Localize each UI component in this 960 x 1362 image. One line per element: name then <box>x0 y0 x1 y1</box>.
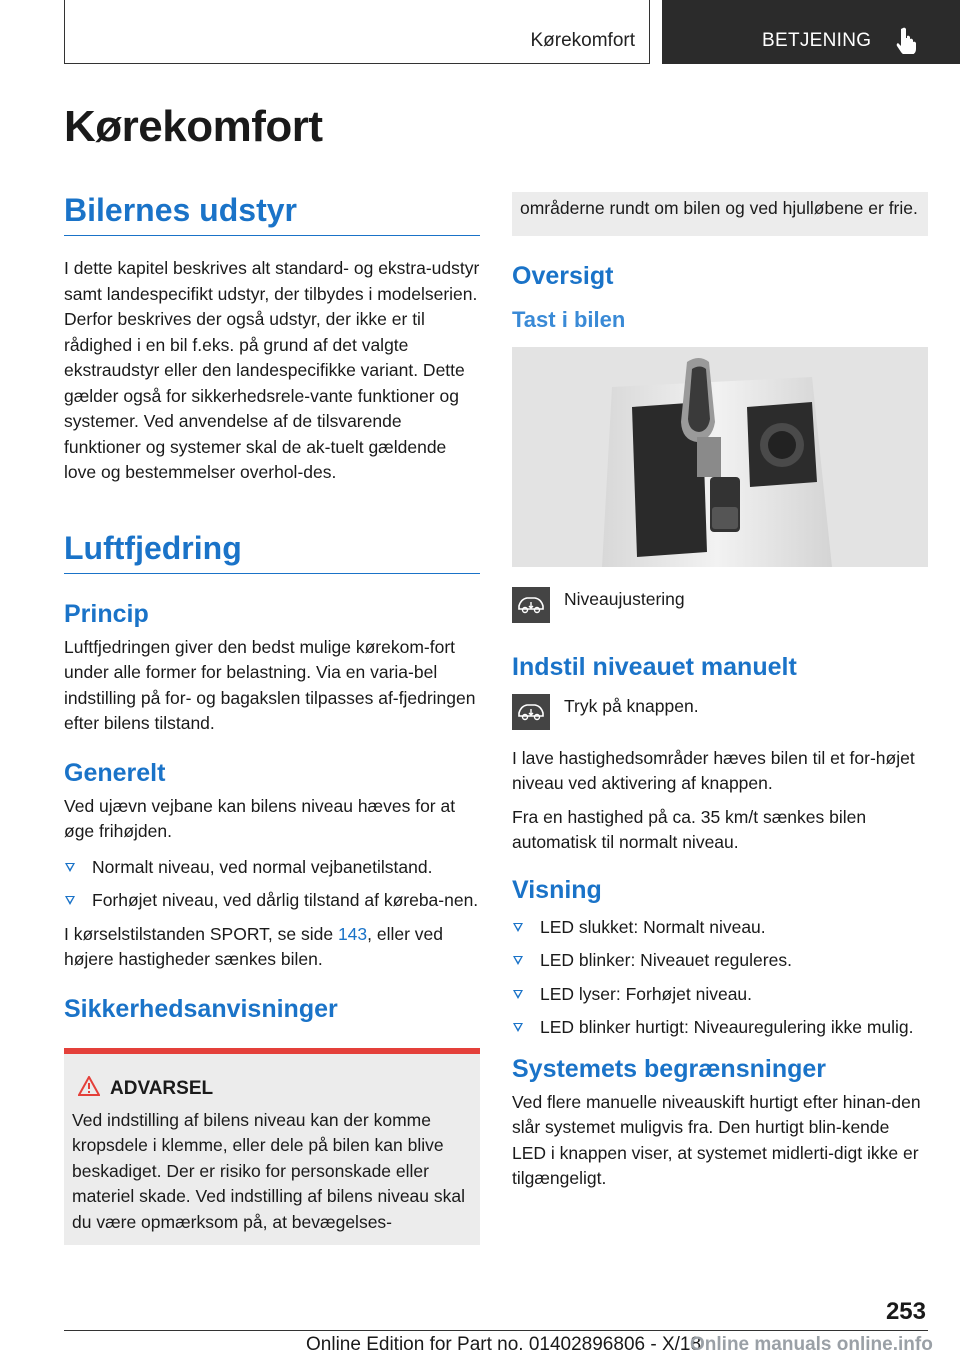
heading-bilernes-udstyr: Bilernes udstyr <box>64 192 480 236</box>
warning-continuation: områderne rundt om bilen og ved hjulløbene er frie. <box>512 192 928 236</box>
warning-text: Ved indstilling af bilens niveau kan der komme kropsdele i klemme, eller dele på bilen kan blive beskadiget. Der er risiko for personskade eller materiel skade. Ved indstilling af bilens niveau skal du være opmærksom på, at bevægelses- <box>72 1109 465 1232</box>
step-text: Tryk på knappen. <box>564 695 699 716</box>
warning-title: ADVARSEL <box>110 1078 472 1100</box>
footer-watermark: Online manuals online.info <box>690 1334 933 1355</box>
visning-list <box>512 915 928 1041</box>
center-console-photo <box>512 347 928 567</box>
warning-box <box>64 1048 480 1246</box>
paragraph-indstil-2: Fra en hastighed på ca. 35 km/t sænkes bilen automatisk til normalt niveau. <box>512 806 867 852</box>
generelt-list <box>64 855 480 914</box>
page-number: 253 <box>885 1298 926 1325</box>
bullet-triangle-icon <box>513 1023 523 1032</box>
bullet-triangle-icon <box>513 956 523 965</box>
heading-sikkerhedsanvisninger: Sikkerhedsanvisninger <box>64 994 338 1023</box>
list-item: LED blinker hurtigt: Niveauregulering ikke mulig. <box>512 1015 928 1041</box>
header-chapter-tab[interactable] <box>662 0 960 64</box>
footer-divider <box>64 1330 928 1331</box>
page-link-143[interactable]: 143 <box>337 923 368 944</box>
niveaujustering-legend <box>512 587 928 623</box>
heading-generelt: Generelt <box>64 758 166 787</box>
heading-luftfjedring: Luftfjedring <box>64 530 480 574</box>
heading-tast-i-bilen: Tast i bilen <box>512 306 626 332</box>
pointing-hand-icon <box>895 26 919 54</box>
heading-indstil-niveauet: Indstil niveauet manuelt <box>512 652 797 681</box>
legend-label: Niveaujustering <box>564 588 685 609</box>
bullet-triangle-icon <box>65 863 75 872</box>
list-item: Forhøjet niveau, ved dårlig tilstand af køreba-nen. <box>64 888 480 914</box>
footer-edition: Online Edition for Part no. 01402896806 - X/18 <box>306 1334 702 1355</box>
paragraph-begraensninger: Ved flere manuelle niveauskift hurtigt efter hinan-den slår systemet muligvis fra. Den hurtigt blin-kende LED i knappen viser, at systemet midlerti-digt ikke er tilgængeligt. <box>512 1091 921 1188</box>
paragraph-bilernes-udstyr: I dette kapitel beskrives alt standard- og ekstra-udstyr samt landespecifikt udstyr, der tilbydes i modelserien. Derfor beskrives der også udstyr, der ikke er til rådighed i en bil f.eks. på grund af det valgte ekstraudstyr eller den landespecifikke variant. Dette gælder også for sikkerhedsrele-vante funktioner og systemer. Ved anvendelse af de tilsvarende funktioner og systemer skal de ak-tuelt gældende love og bestemmelser overhol-des. <box>64 258 480 482</box>
warning-triangle-icon <box>78 1076 100 1096</box>
paragraph-sport: I kørselstilstanden SPORT, se side 143, eller ved højere hastigheder sænkes bilen. <box>64 923 444 969</box>
bullet-triangle-icon <box>65 896 75 905</box>
right-column <box>512 192 928 1192</box>
heading-oversigt: Oversigt <box>512 261 614 290</box>
header-section-title: Kørekomfort <box>530 30 635 51</box>
paragraph-princip: Luftfjedringen giver den bedst mulige kørekom-fort under alle former for belastning. Via en varia-bel indstilling på for- og bagakslen tilpasses af-fjedringen efter bilens tilstand. <box>64 636 476 733</box>
heading-visning: Visning <box>512 875 602 904</box>
level-adjust-button-icon <box>512 694 550 730</box>
header-chapter-title: BETJENING <box>762 30 872 51</box>
list-item: LED slukket: Normalt niveau. <box>512 915 928 941</box>
bullet-triangle-icon <box>513 923 523 932</box>
header-section-box <box>64 0 650 64</box>
paragraph-indstil-1: I lave hastighedsområder hæves bilen til et for-højet niveau ved aktivering af knappen. <box>512 747 915 793</box>
center-console-illustration <box>512 347 928 567</box>
page-title: Kørekomfort <box>64 102 323 151</box>
list-item: LED blinker: Niveauet reguleres. <box>512 948 928 974</box>
heading-princip: Princip <box>64 599 149 628</box>
list-item: Normalt niveau, ved normal vejbanetilstand. <box>64 855 480 881</box>
bullet-triangle-icon <box>513 990 523 999</box>
left-column <box>64 192 480 1245</box>
indstil-step <box>512 694 928 730</box>
paragraph-generelt: Ved ujævn vejbane kan bilens niveau hæves for at øge frihøjden. <box>64 795 456 841</box>
level-adjust-icon <box>512 587 550 623</box>
heading-systemets-begraensninger: Systemets begrænsninger <box>512 1054 826 1083</box>
list-item: LED lyser: Forhøjet niveau. <box>512 982 928 1008</box>
